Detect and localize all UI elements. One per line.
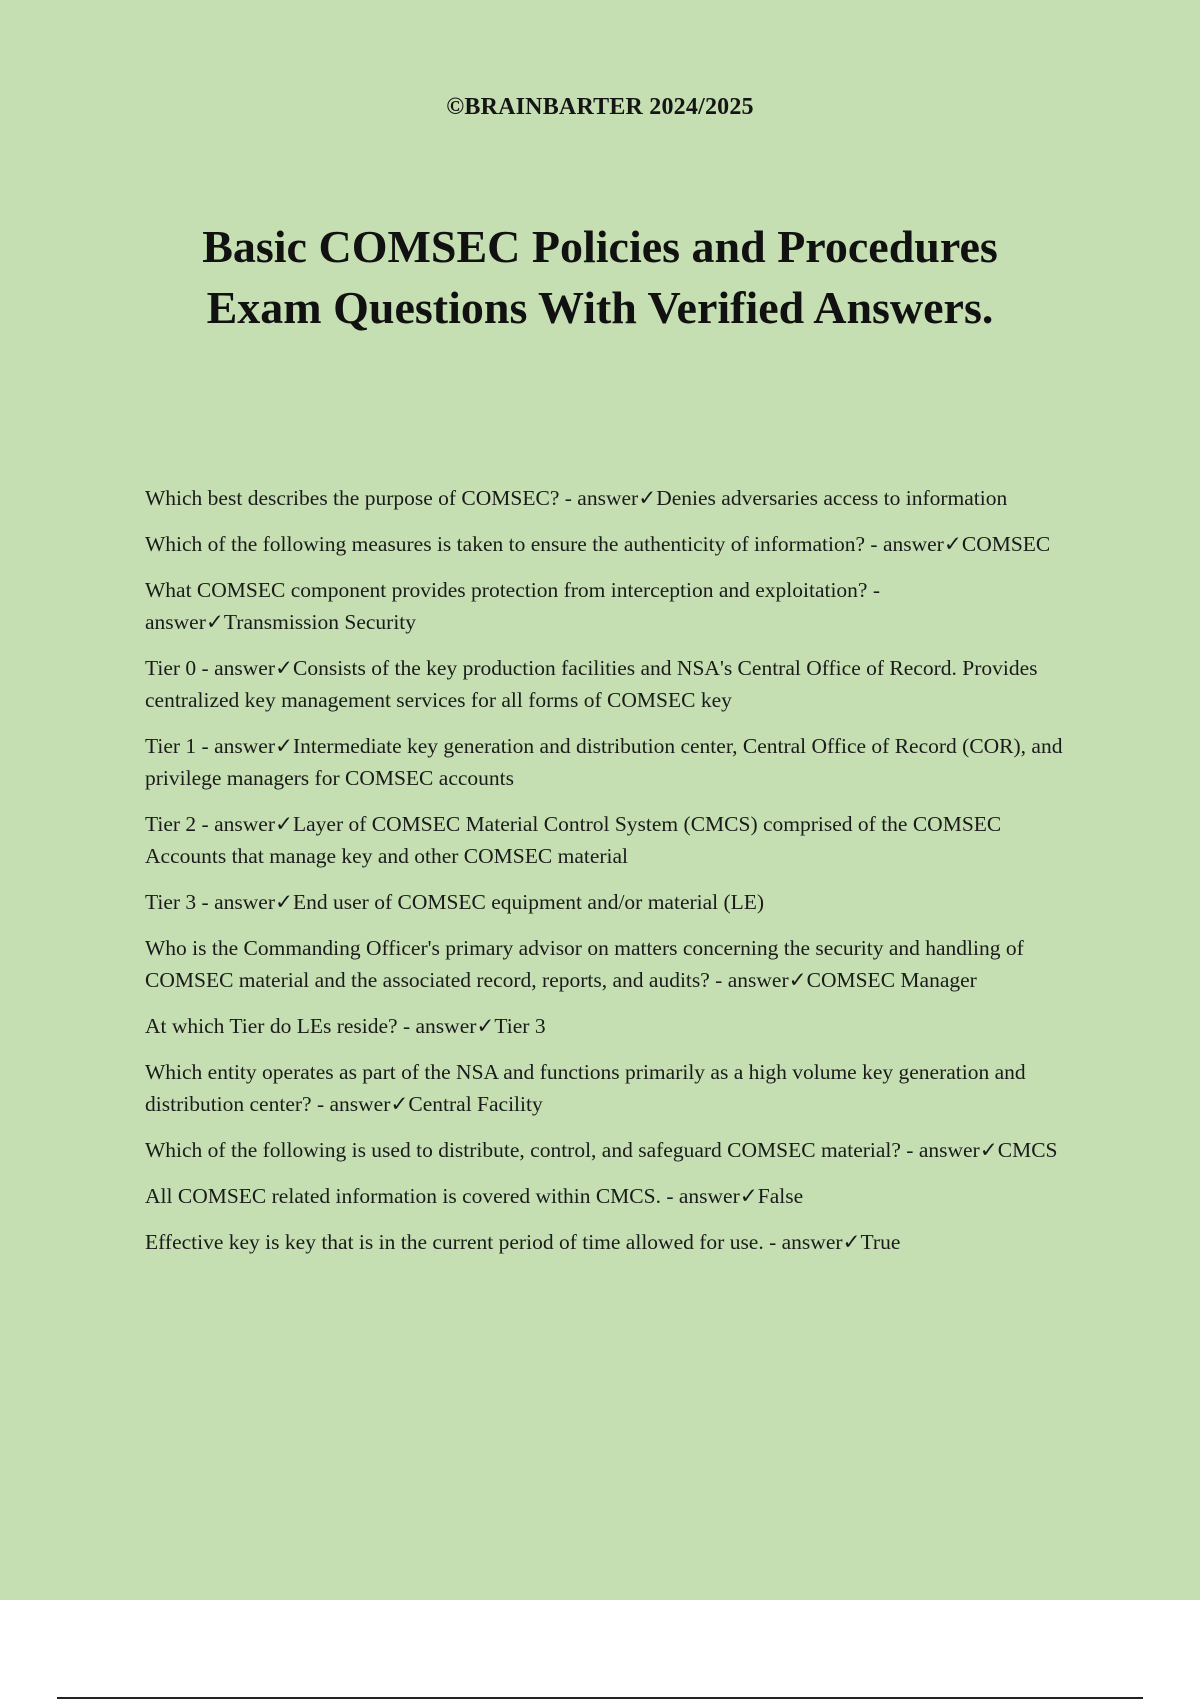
title-line-1: Basic COMSEC Policies and Procedures	[202, 221, 998, 272]
qa-item: Tier 2 - answer✓Layer of COMSEC Material Control System (CMCS) comprised of the COMSEC Accounts that manage key and other COMSEC material	[145, 812, 1002, 868]
qa-item: At which Tier do LEs reside? - answer✓Tier 3	[145, 1014, 546, 1038]
qa-item: Tier 1 - answer✓Intermediate key generation and distribution center, Central Office of Record (COR), and privilege managers for COMSEC accounts	[145, 734, 1063, 790]
qa-item: Which entity operates as part of the NSA and functions primarily as a high volume key generation and distribution center? - answer✓Central Facility	[145, 1060, 1026, 1116]
document-title	[100, 216, 1100, 338]
qa-item: Which of the following is used to distribute, control, and safeguard COMSEC material? - answer✓CMCS	[145, 1138, 1058, 1162]
qa-list	[145, 482, 1075, 1272]
qa-item: Which best describes the purpose of COMSEC? - answer✓Denies adversaries access to information	[145, 486, 1008, 510]
qa-item: Tier 3 - answer✓End user of COMSEC equipment and/or material (LE)	[145, 890, 765, 914]
qa-item: Tier 0 - answer✓Consists of the key production facilities and NSA's Central Office of Record. Provides centralized key management services for all forms of COMSEC key	[145, 656, 1038, 712]
title-line-2: Exam Questions With Verified Answers.	[206, 282, 994, 333]
page-divider-line	[57, 1697, 1143, 1699]
copyright-watermark: ©BRAINBARTER 2024/2025	[446, 94, 754, 120]
qa-item: What COMSEC component provides protection from interception and exploitation? - answer✓Transmission Security	[145, 578, 881, 634]
qa-item: Which of the following measures is taken to ensure the authenticity of information? - answer✓COMSEC	[145, 532, 1051, 556]
qa-item: Effective key is key that is in the current period of time allowed for use. - answer✓True	[145, 1230, 901, 1254]
qa-item: Who is the Commanding Officer's primary advisor on matters concerning the security and handling of COMSEC material and the associated record, reports, and audits? - answer✓COMSEC Manager	[145, 936, 1024, 992]
qa-item: All COMSEC related information is covered within CMCS. - answer✓False	[145, 1184, 804, 1208]
